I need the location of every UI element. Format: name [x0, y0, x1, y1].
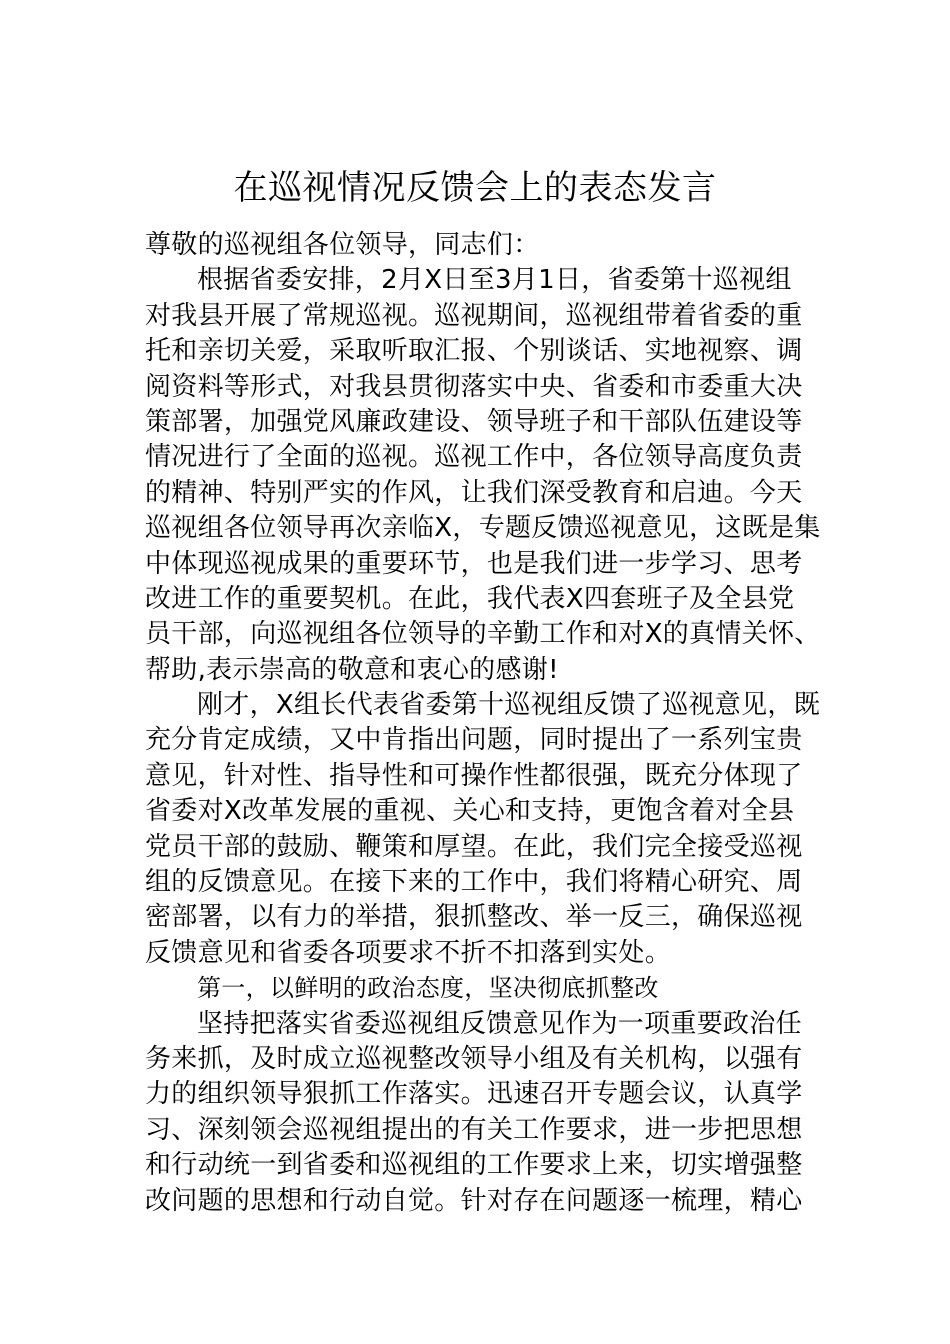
paragraph-line: 根据省委安排，2月X日至3月1日，省委第十巡视组	[197, 265, 792, 296]
paragraph-line: 省委对X改革发展的重视、关心和支持，更饱含着对全县	[145, 796, 795, 827]
paragraph-line: 和行动统一到省委和巡视组的工作要求上来，切实增强整	[145, 1150, 803, 1181]
paragraph-line: 务来抓，及时成立巡视整改领导小组及有关机构，以强有	[145, 1043, 803, 1074]
paragraph-line: 改进工作的重要契机。在此，我代表X四套班子及全县党	[145, 583, 795, 614]
paragraph-line: 帮助,表示崇高的敬意和衷心的感谢!	[145, 654, 559, 685]
paragraph-line: 充分肯定成绩，又中肯指出问题，同时提出了一系列宝贵	[145, 725, 803, 756]
document-body	[145, 228, 821, 1219]
paragraph-line: 的精神、特别严实的作风，让我们深受教育和启迪。今天	[145, 477, 803, 508]
paragraph-line: 力的组织领导狠抓工作落实。迅速召开专题会议，认真学	[145, 1079, 803, 1110]
paragraph-line: 员干部，向巡视组各位领导的辛勤工作和对X的真情关怀、	[145, 619, 821, 650]
paragraph-line: 改问题的思想和行动自觉。针对存在问题逐一梳理，精心	[145, 1185, 803, 1216]
section-heading-line: 第一，以鲜明的政治态度，坚决彻底抓整改	[197, 974, 659, 1003]
paragraph-line: 党员干部的鼓励、鞭策和厚望。在此，我们完全接受巡视	[145, 831, 803, 862]
paragraph-line: 尊敬的巡视组各位领导，同志们：	[145, 230, 540, 260]
paragraph-line: 习、深刻领会巡视组提出的有关工作要求，进一步把思想	[145, 1114, 803, 1145]
paragraph-line: 刚才，X组长代表省委第十巡视组反馈了巡视意见，既	[197, 690, 821, 721]
paragraph-line: 意见，针对性、指导性和可操作性都很强，既充分体现了	[145, 760, 803, 791]
paragraph-line: 中体现巡视成果的重要环节，也是我们进一步学习、思考	[145, 548, 803, 579]
paragraph-line: 对我县开展了常规巡视。巡视期间，巡视组带着省委的重	[145, 300, 803, 331]
paragraph-line: 组的反馈意见。在接下来的工作中，我们将精心研究、周	[145, 867, 803, 898]
paragraph-line: 巡视组各位领导再次亲临X，专题反馈巡视意见，这既是集	[145, 513, 821, 544]
document-title: 在巡视情况反馈会上的表态发言	[233, 168, 717, 208]
paragraph-line: 坚持把落实省委巡视组反馈意见作为一项重要政治任	[197, 1008, 802, 1039]
paragraph-line: 策部署，加强党风廉政建设、领导班子和干部队伍建设等	[145, 406, 803, 437]
paragraph-line: 阅资料等形式，对我县贯彻落实中央、省委和市委重大决	[145, 371, 803, 402]
paragraph-line: 密部署，以有力的举措，狠抓整改、举一反三，确保巡视	[145, 902, 803, 933]
paragraph-line: 情况进行了全面的巡视。巡视工作中，各位领导高度负责	[145, 442, 803, 473]
paragraph-line: 反馈意见和省委各项要求不折不扣落到实处。	[145, 937, 672, 968]
paragraph-line: 托和亲切关爱，采取听取汇报、个别谈话、实地视察、调	[145, 336, 803, 367]
